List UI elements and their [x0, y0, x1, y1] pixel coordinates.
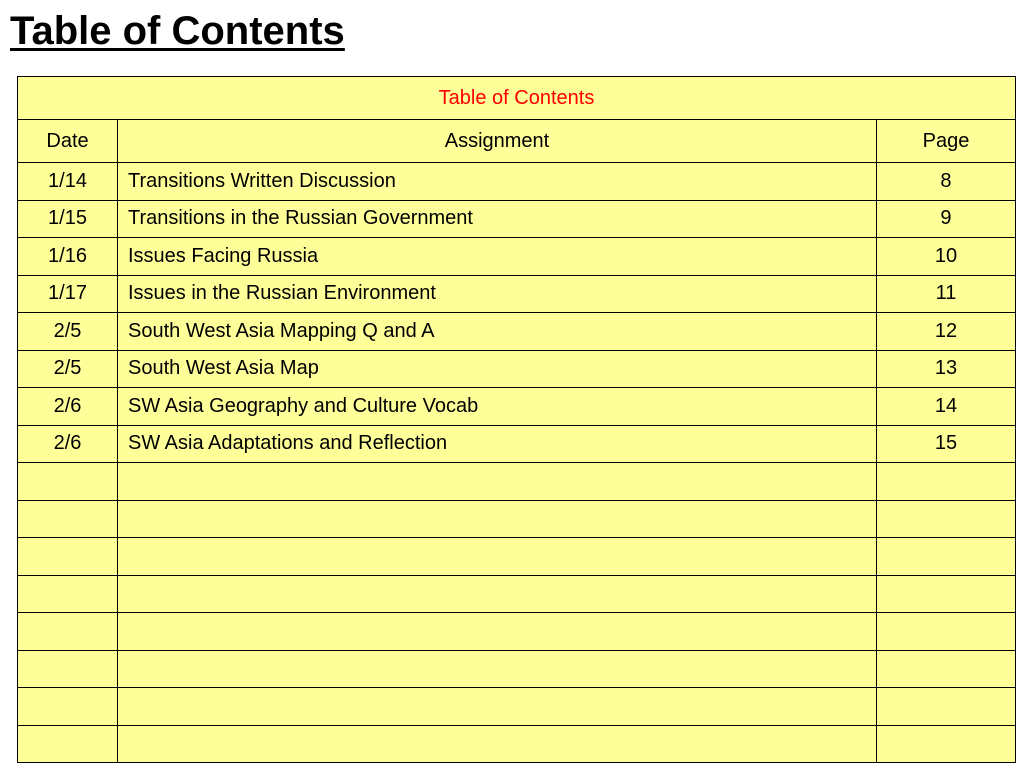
cell-assignment: SW Asia Adaptations and Reflection	[118, 425, 877, 463]
cell-page: 8	[876, 163, 1015, 201]
cell-date: 1/16	[18, 238, 118, 276]
cell-page: 13	[876, 350, 1015, 388]
empty-cell	[876, 575, 1015, 613]
empty-cell	[118, 613, 877, 651]
empty-cell	[118, 538, 877, 576]
cell-assignment: Transitions Written Discussion	[118, 163, 877, 201]
empty-cell	[18, 725, 118, 763]
empty-cell	[876, 688, 1015, 726]
empty-cell	[876, 463, 1015, 501]
cell-page: 9	[876, 200, 1015, 238]
page-title: Table of Contents	[10, 9, 345, 53]
empty-cell	[18, 650, 118, 688]
empty-table-row	[18, 613, 1016, 651]
empty-table-row	[18, 538, 1016, 576]
empty-cell	[18, 538, 118, 576]
empty-cell	[18, 575, 118, 613]
empty-cell	[876, 500, 1015, 538]
empty-cell	[118, 650, 877, 688]
empty-cell	[18, 463, 118, 501]
empty-cell	[18, 613, 118, 651]
empty-cell	[118, 688, 877, 726]
empty-cell	[876, 725, 1015, 763]
cell-assignment: Issues in the Russian Environment	[118, 275, 877, 313]
cell-page: 10	[876, 238, 1015, 276]
cell-assignment: Issues Facing Russia	[118, 238, 877, 276]
column-header-page: Page	[876, 120, 1015, 163]
table-caption: Table of Contents	[18, 77, 1016, 120]
empty-cell	[118, 463, 877, 501]
empty-cell	[118, 500, 877, 538]
table-row	[18, 163, 1016, 201]
cell-date: 1/15	[18, 200, 118, 238]
cell-assignment: South West Asia Mapping Q and A	[118, 313, 877, 351]
empty-cell	[118, 575, 877, 613]
table-row	[18, 275, 1016, 313]
empty-cell	[18, 688, 118, 726]
table-row	[18, 238, 1016, 276]
cell-assignment: SW Asia Geography and Culture Vocab	[118, 388, 877, 426]
empty-cell	[876, 613, 1015, 651]
empty-table-row	[18, 725, 1016, 763]
cell-assignment: South West Asia Map	[118, 350, 877, 388]
cell-page: 14	[876, 388, 1015, 426]
empty-cell	[876, 650, 1015, 688]
column-header-assignment: Assignment	[118, 120, 877, 163]
table-row	[18, 388, 1016, 426]
table-row	[18, 200, 1016, 238]
empty-table-row	[18, 575, 1016, 613]
empty-table-row	[18, 463, 1016, 501]
table-row	[18, 350, 1016, 388]
table-row	[18, 425, 1016, 463]
cell-date: 2/5	[18, 350, 118, 388]
cell-page: 15	[876, 425, 1015, 463]
empty-table-row	[18, 688, 1016, 726]
empty-table-row	[18, 500, 1016, 538]
empty-cell	[18, 500, 118, 538]
empty-cell	[118, 725, 877, 763]
table-caption-row	[18, 77, 1016, 120]
cell-date: 2/6	[18, 388, 118, 426]
cell-date: 1/14	[18, 163, 118, 201]
empty-table-row	[18, 650, 1016, 688]
cell-date: 2/6	[18, 425, 118, 463]
cell-page: 11	[876, 275, 1015, 313]
cell-date: 1/17	[18, 275, 118, 313]
cell-assignment: Transitions in the Russian Government	[118, 200, 877, 238]
column-header-date: Date	[18, 120, 118, 163]
table-header-row	[18, 120, 1016, 163]
cell-page: 12	[876, 313, 1015, 351]
table-of-contents-table	[17, 76, 1016, 763]
empty-cell	[876, 538, 1015, 576]
table-row	[18, 313, 1016, 351]
cell-date: 2/5	[18, 313, 118, 351]
